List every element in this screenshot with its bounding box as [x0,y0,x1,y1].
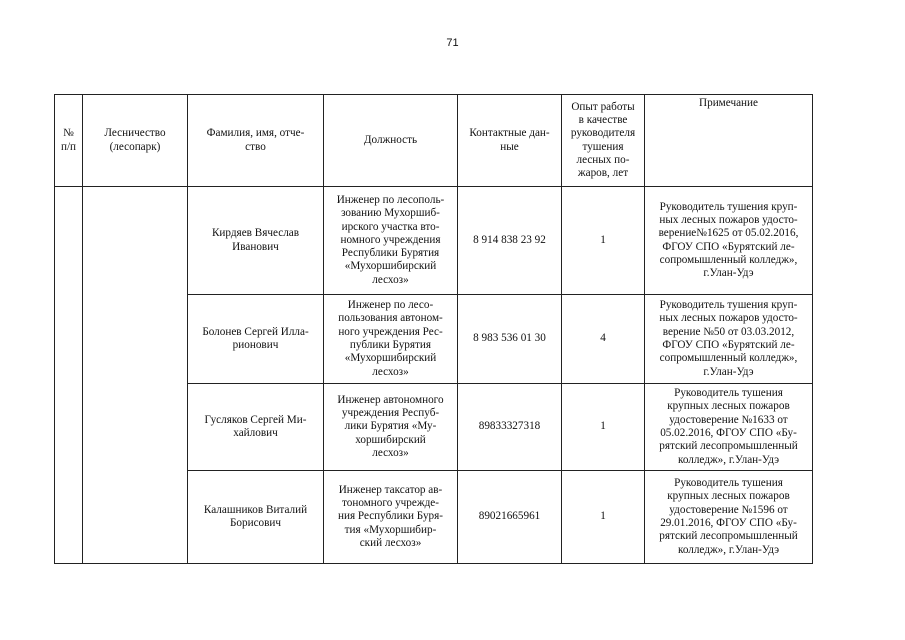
table-body [55,187,813,564]
experience-cell: 1 [562,471,645,564]
note-cell: Руководитель тушения крупных лесных пожаров удостоверение №1596 от 29.01.2016, ФГОУ СПО «Бу- рятский лесопромышленный колледж», г.Улан-Удэ [645,471,813,564]
header-forestry: Лесничество (лесопарк) [83,95,188,187]
contacts-cell: 89833327318 [458,384,562,471]
header-num: № п/п [55,95,83,187]
position-cell: Инженер таксатор ав- тономного учрежде- ния Республики Буря- тия «Мухоршибир- ский лесхоз» [324,471,458,564]
contacts-cell: 8 914 838 23 92 [458,187,562,295]
header-note: Примечание [645,95,813,187]
header-experience: Опыт работы в качестве руководителя тушения лесных по- жаров, лет [562,95,645,187]
position-cell: Инженер по лесополь- зованию Мухоршиб- ирского участка вто- номного учреждения Республики Бурятия «Мухоршибирский лесхоз» [324,187,458,295]
staff-table [54,94,813,564]
contacts-cell: 8 983 536 01 30 [458,295,562,384]
experience-cell: 1 [562,384,645,471]
forestry-cell [83,187,188,564]
name-cell: Болонев Сергей Илла- рионович [188,295,324,384]
table-header [55,95,813,187]
contacts-cell: 89021665961 [458,471,562,564]
note-cell: Руководитель тушения круп- ных лесных пожаров удосто- верение№1625 от 05.02.2016, ФГОУ СПО «Бурятский ле- сопромышленный колледж», г.Улан-Удэ [645,187,813,295]
num-cell [55,187,83,564]
header-name: Фамилия, имя, отче- ство [188,95,324,187]
experience-cell: 4 [562,295,645,384]
header-contacts: Контактные дан- ные [458,95,562,187]
position-cell: Инженер по лесо- пользования автоном- ного учреждения Рес- публики Бурятия «Мухоршибирский лесхоз» [324,295,458,384]
position-cell: Инженер автономного учреждения Респуб- лики Бурятия «Му- хоршибирский лесхоз» [324,384,458,471]
page-number: 71 [446,37,459,49]
name-cell: Калашников Виталий Борисович [188,471,324,564]
note-cell: Руководитель тушения круп- ных лесных пожаров удосто- верение №50 от 03.03.2012, ФГОУ СПО «Бурятский ле- сопромышленный колледж», г.Улан-Удэ [645,295,813,384]
name-cell: Гусляков Сергей Ми- хайлович [188,384,324,471]
experience-cell: 1 [562,187,645,295]
note-cell: Руководитель тушения крупных лесных пожаров удостоверение №1633 от 05.02.2016, ФГОУ СПО «Бу- рятский лесопромышленный колледж», г.Улан-Удэ [645,384,813,471]
name-cell: Кирдяев Вячеслав Иванович [188,187,324,295]
table-row [55,187,813,295]
header-position: Должность [324,95,458,187]
